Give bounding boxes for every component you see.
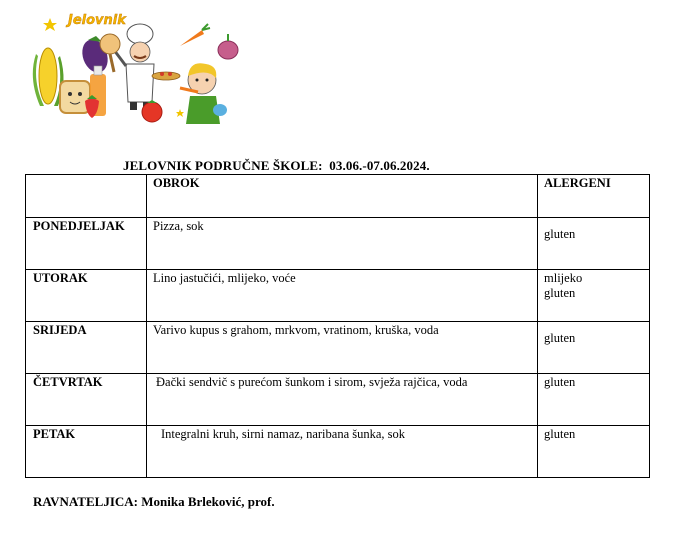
meal-cell: Đački sendvič s purećom šunkom i sirom, svježa rajčica, voda — [147, 374, 538, 426]
menu-illustration — [30, 6, 245, 130]
day-cell: PONEDJELJAK — [26, 218, 147, 270]
signature-text: RAVNATELJICA: Monika Brleković, prof. — [33, 494, 275, 509]
signature-line — [33, 494, 275, 510]
allergen-cell: mlijeko gluten — [538, 270, 650, 322]
allergen-cell — [538, 322, 650, 374]
header-day-cell — [26, 175, 147, 218]
meal-cell: Integralni kruh, sirni namaz, naribana šunka, sok — [147, 426, 538, 478]
allergen-text: gluten — [544, 227, 576, 241]
menu-table — [25, 174, 650, 478]
table-header-row — [26, 175, 650, 218]
header-allergens: ALERGENI — [538, 175, 650, 218]
table-row — [26, 270, 650, 322]
table-row — [26, 218, 650, 270]
meal-cell: Pizza, sok — [147, 218, 538, 270]
table-row — [26, 426, 650, 478]
allergen-cell — [538, 218, 650, 270]
document-title: JELOVNIK PODRUČNE ŠKOLE: 03.06.-07.06.2024. — [123, 158, 430, 173]
day-cell: ČETVRTAK — [26, 374, 147, 426]
allergen-text: gluten — [544, 331, 576, 345]
allergen-cell: gluten — [538, 374, 650, 426]
table-row — [26, 322, 650, 374]
day-cell: UTORAK — [26, 270, 147, 322]
meal-cell: Varivo kupus s grahom, mrkvom, vratinom, kruška, voda — [147, 322, 538, 374]
meal-cell: Lino jastučići, mlijeko, voće — [147, 270, 538, 322]
day-cell: PETAK — [26, 426, 147, 478]
svg-text:Jelovnik: Jelovnik — [68, 13, 126, 28]
allergen-cell: gluten — [538, 426, 650, 478]
table-row — [26, 374, 650, 426]
day-cell: SRIJEDA — [26, 322, 147, 374]
header-meal: OBROK — [147, 175, 538, 218]
